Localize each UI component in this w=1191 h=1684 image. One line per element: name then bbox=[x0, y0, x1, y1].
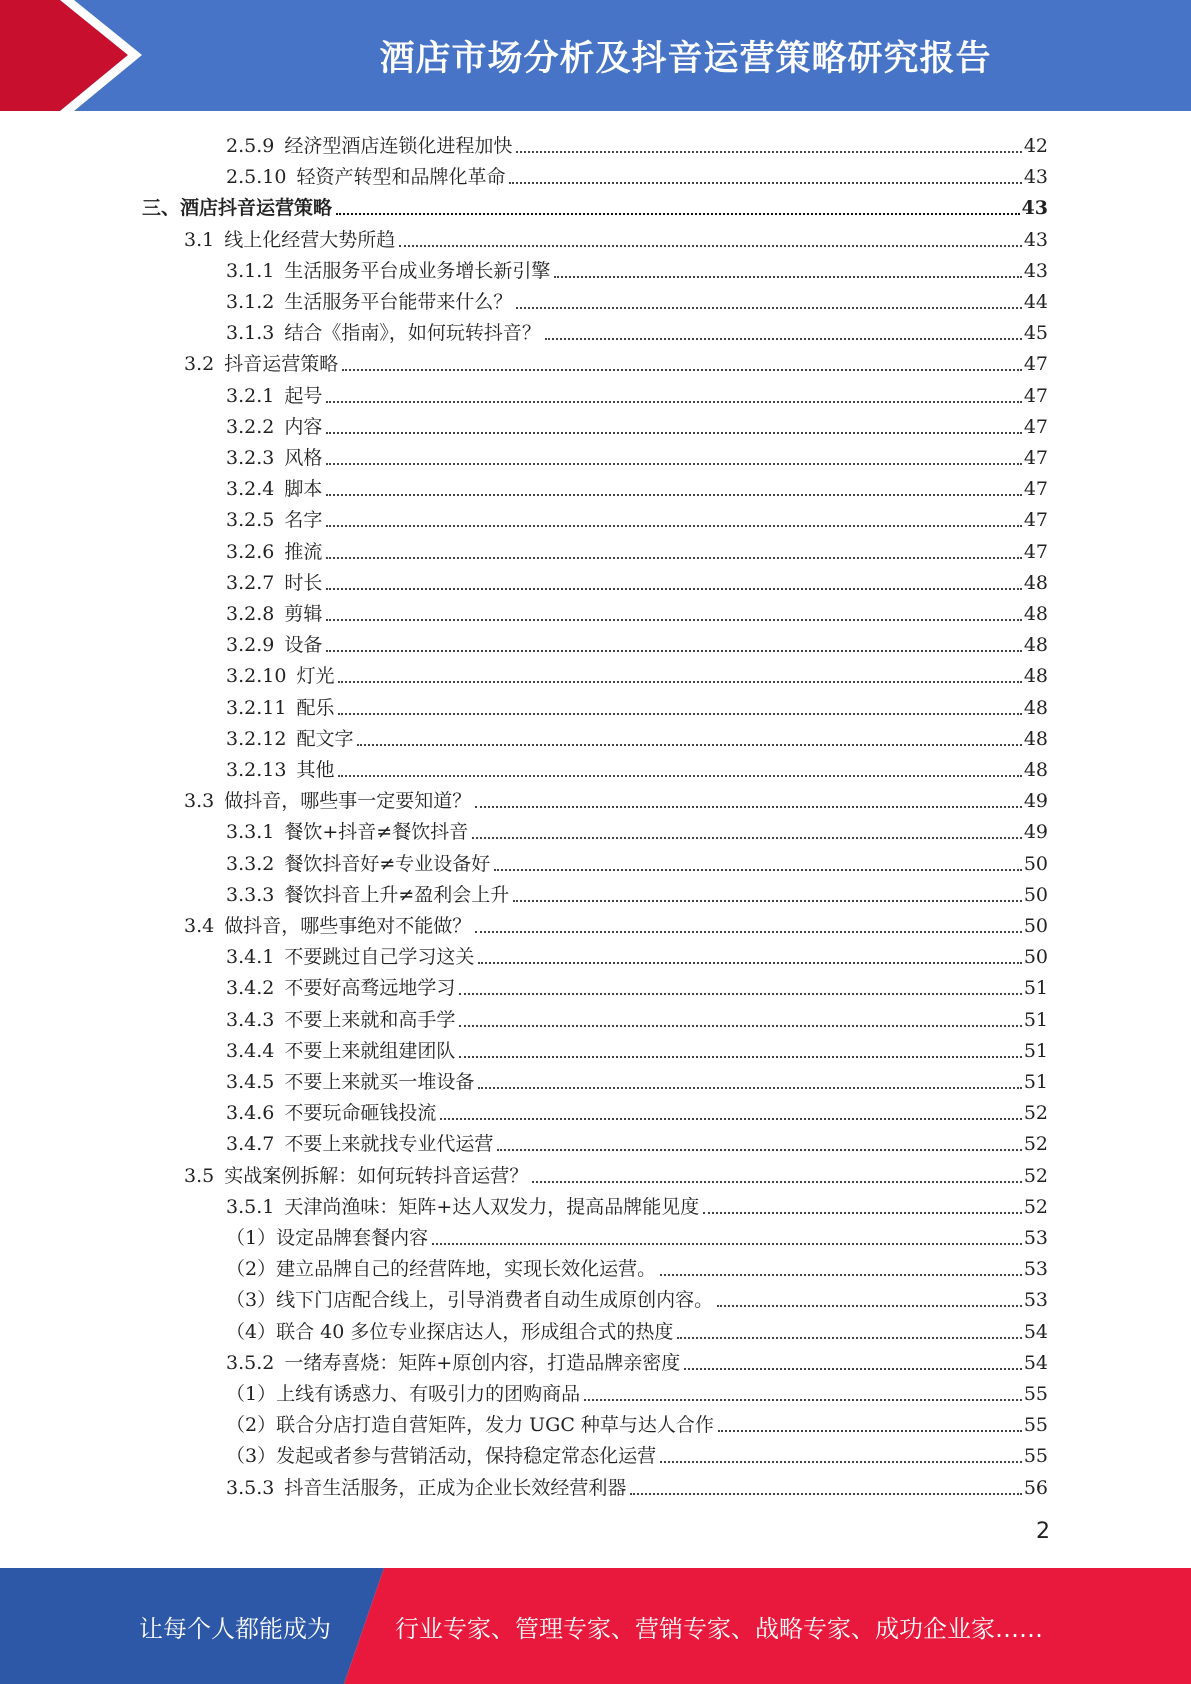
toc-entry[interactable] bbox=[226, 657, 1048, 687]
toc-dot-leader bbox=[660, 1461, 1022, 1463]
toc-dot-leader bbox=[554, 276, 1021, 278]
toc-dot-leader bbox=[684, 1368, 1022, 1370]
toc-entry-page: 52 bbox=[1023, 1133, 1048, 1156]
toc-entry-page: 47 bbox=[1023, 478, 1048, 501]
toc-entry-title: 配文字 bbox=[296, 727, 354, 750]
toc-entry-title: 结合《指南》，如何玩转抖音？ bbox=[284, 322, 541, 345]
toc-entry-title: 轻资产转型和品牌化革命 bbox=[296, 166, 506, 189]
toc-entry-number: 3.3 bbox=[184, 790, 215, 813]
footer-slogan-left: 让每个人都能成为 bbox=[139, 1614, 331, 1643]
toc-entry-number: （3） bbox=[226, 1289, 277, 1312]
toc-dot-leader bbox=[584, 1399, 1022, 1401]
toc-entry-title: 做抖音，哪些事绝对不能做？ bbox=[224, 915, 472, 937]
toc-entry[interactable] bbox=[226, 408, 1048, 438]
toc-entry[interactable] bbox=[184, 221, 1048, 251]
toc-entry-page: 51 bbox=[1023, 1039, 1048, 1062]
toc-entry-number: 3.2.6 bbox=[226, 540, 275, 563]
toc-dot-leader bbox=[459, 993, 1021, 995]
toc-dot-leader bbox=[440, 1118, 1021, 1120]
toc-dot-leader bbox=[718, 1430, 1022, 1432]
toc-entry-title: 内容 bbox=[284, 415, 323, 438]
toc-entry-title: 名字 bbox=[284, 509, 323, 532]
toc-entry-page: 51 bbox=[1023, 1008, 1048, 1031]
toc-entry-page: 43 bbox=[1023, 259, 1048, 282]
toc-dot-leader bbox=[478, 962, 1021, 964]
toc-entry-title: 上线有诱惑力、有吸引力的团购商品 bbox=[276, 1383, 581, 1405]
toc-dot-leader bbox=[326, 432, 1021, 434]
toc-entry[interactable] bbox=[226, 595, 1048, 625]
toc-dot-leader bbox=[326, 525, 1021, 527]
toc-entry-number: 3.2.4 bbox=[226, 478, 275, 501]
toc-entry-number: 3.3.3 bbox=[226, 883, 275, 906]
toc-entry-number: 3.1.2 bbox=[226, 291, 275, 313]
toc-entry[interactable] bbox=[226, 377, 1048, 407]
toc-dot-leader bbox=[717, 1305, 1022, 1307]
toc-entry[interactable] bbox=[226, 1125, 1048, 1155]
toc-entry-number: 2.5.10 bbox=[226, 166, 287, 189]
toc-entry-page: 49 bbox=[1023, 790, 1048, 813]
toc-entry[interactable] bbox=[226, 1032, 1048, 1062]
toc-entry[interactable] bbox=[226, 1281, 1048, 1311]
toc-entry-title: 餐饮抖音好≠专业设备好 bbox=[284, 852, 491, 875]
toc-entry-page: 56 bbox=[1023, 1476, 1048, 1499]
toc-entry-title: 抖音运营策略 bbox=[224, 353, 339, 376]
toc-dot-leader bbox=[532, 1181, 1022, 1183]
toc-entry-title: 灯光 bbox=[296, 665, 335, 688]
toc-dot-leader bbox=[342, 369, 1022, 371]
toc-entry-title: 一绪寿喜烧：矩阵+原创内容，打造品牌亲密度 bbox=[284, 1351, 681, 1374]
toc-dot-leader bbox=[494, 869, 1022, 871]
toc-entry-page: 47 bbox=[1023, 384, 1048, 407]
toc-entry[interactable] bbox=[226, 751, 1048, 781]
toc-entry[interactable] bbox=[226, 252, 1048, 282]
toc-entry-page: 52 bbox=[1023, 1102, 1048, 1125]
toc-entry[interactable] bbox=[226, 1469, 1048, 1499]
toc-entry-page: 53 bbox=[1023, 1289, 1048, 1312]
toc-entry-number: 3.5.3 bbox=[226, 1476, 275, 1499]
toc-entry-title: 起号 bbox=[284, 384, 323, 407]
toc-entry-page: 47 bbox=[1023, 415, 1048, 438]
toc-dot-leader bbox=[513, 900, 1022, 902]
toc-entry[interactable] bbox=[226, 1437, 1048, 1467]
toc-entry-page: 48 bbox=[1023, 696, 1048, 719]
toc-entry-page: 55 bbox=[1023, 1445, 1048, 1468]
toc-dot-leader bbox=[336, 213, 1020, 215]
toc-entry-title: 建立品牌自己的经营阵地，实现长效化运营。 bbox=[276, 1258, 657, 1281]
toc-entry-page: 49 bbox=[1023, 821, 1048, 844]
toc-entry[interactable] bbox=[226, 845, 1048, 875]
toc-entry[interactable] bbox=[226, 813, 1048, 843]
toc-entry[interactable] bbox=[226, 938, 1048, 968]
toc-entry-title: 脚本 bbox=[284, 478, 323, 501]
toc-dot-leader bbox=[326, 619, 1021, 621]
toc-entry-title: 做抖音，哪些事一定要知道？ bbox=[224, 790, 472, 813]
toc-entry-number: 3.5 bbox=[184, 1164, 215, 1187]
toc-entry-title: 设备 bbox=[284, 634, 323, 657]
toc-entry-number: 3.5.2 bbox=[226, 1351, 275, 1374]
toc-entry-number: 3.2.9 bbox=[226, 634, 275, 657]
toc-entry-number: 3.2.12 bbox=[226, 727, 287, 750]
toc-entry-number: 3.2.5 bbox=[226, 509, 275, 532]
toc-entry[interactable] bbox=[226, 1063, 1048, 1093]
toc-entry[interactable] bbox=[226, 127, 1048, 157]
toc-entry-title: 配乐 bbox=[296, 696, 335, 719]
toc-entry-page: 42 bbox=[1023, 135, 1048, 157]
toc-entry-number: 3.2.7 bbox=[226, 571, 275, 594]
toc-entry-number: 3.3.1 bbox=[226, 821, 275, 844]
toc-entry[interactable] bbox=[226, 533, 1048, 563]
toc-dot-leader bbox=[516, 307, 1021, 309]
toc-dot-leader bbox=[516, 151, 1021, 153]
toc-entry-title: 不要上来就找专业代运营 bbox=[284, 1133, 494, 1156]
toc-dot-leader bbox=[432, 1243, 1022, 1245]
toc-dot-leader bbox=[497, 1149, 1021, 1151]
toc-entry-page: 50 bbox=[1023, 852, 1048, 875]
toc-entry[interactable] bbox=[226, 1344, 1048, 1374]
document-title: 酒店市场分析及抖音运营策略研究报告 bbox=[379, 38, 992, 79]
toc-entry-title: 不要好高骛远地学习 bbox=[284, 977, 456, 1000]
toc-entry-page: 43 bbox=[1021, 197, 1048, 220]
toc-dot-leader bbox=[509, 182, 1021, 184]
toc-entry-title: 推流 bbox=[284, 540, 323, 563]
toc-entry-title: 剪辑 bbox=[284, 603, 323, 625]
toc-entry-number: 3.3.2 bbox=[226, 852, 275, 875]
toc-entry-page: 48 bbox=[1023, 634, 1048, 657]
toc-entry-page: 54 bbox=[1023, 1320, 1048, 1343]
toc-entry[interactable] bbox=[226, 564, 1048, 594]
toc-entry-page: 44 bbox=[1023, 291, 1048, 313]
toc-entry-title: 时长 bbox=[284, 571, 323, 594]
toc-entry[interactable] bbox=[226, 876, 1048, 906]
toc-dot-leader bbox=[475, 931, 1022, 933]
toc-dot-leader bbox=[338, 713, 1021, 715]
toc-entry[interactable] bbox=[226, 283, 1048, 313]
toc-dot-leader bbox=[630, 1493, 1021, 1495]
toc-entry-page: 48 bbox=[1023, 603, 1048, 625]
toc-entry-number: 3.1 bbox=[184, 228, 215, 251]
page-header bbox=[0, 0, 1191, 111]
toc-entry-number: （2） bbox=[226, 1414, 277, 1437]
toc-entry[interactable] bbox=[226, 969, 1048, 999]
toc-entry-page: 52 bbox=[1023, 1164, 1048, 1187]
toc-dot-leader bbox=[459, 1025, 1021, 1027]
toc-entry[interactable] bbox=[226, 314, 1048, 344]
toc-entry-title: 线下门店配合线上，引导消费者自动生成原创内容。 bbox=[276, 1289, 714, 1312]
toc-dot-leader bbox=[326, 494, 1021, 496]
toc-entry-page: 48 bbox=[1023, 759, 1048, 781]
toc-entry-page: 54 bbox=[1023, 1351, 1048, 1374]
toc-entry-page: 47 bbox=[1023, 540, 1048, 563]
toc-entry-number: 3.2.13 bbox=[226, 759, 287, 781]
toc-entry-title: 风格 bbox=[284, 447, 323, 469]
toc-entry-page: 50 bbox=[1023, 946, 1048, 969]
toc-entry-title: 联合分店打造自营矩阵，发力 UGC 种草与达人合作 bbox=[276, 1414, 714, 1437]
toc-entry-page: 43 bbox=[1023, 228, 1048, 251]
toc-entry-number: 3.4.7 bbox=[226, 1133, 275, 1156]
toc-dot-leader bbox=[326, 401, 1021, 403]
toc-entry-title: 生活服务平台成业务增长新引擎 bbox=[284, 259, 551, 282]
toc-entry-number: （1） bbox=[226, 1383, 277, 1405]
toc-entry-title: 经济型酒店连锁化进程加快 bbox=[284, 135, 513, 157]
toc-entry-page: 53 bbox=[1023, 1258, 1048, 1281]
toc-entry-title: 实战案例拆解：如何玩转抖音运营？ bbox=[224, 1164, 529, 1187]
toc-entry-title: 不要玩命砸钱投流 bbox=[284, 1102, 437, 1125]
toc-dot-leader bbox=[545, 338, 1022, 340]
toc-entry-number: 3.2.11 bbox=[226, 696, 287, 719]
toc-entry[interactable] bbox=[226, 158, 1048, 188]
toc-entry-page: 48 bbox=[1023, 571, 1048, 594]
toc-entry-page: 43 bbox=[1023, 166, 1048, 189]
toc-entry-title: 线上化经营大势所趋 bbox=[224, 228, 396, 251]
toc-entry-page: 47 bbox=[1023, 353, 1048, 376]
toc-dot-leader bbox=[326, 588, 1021, 590]
toc-entry-title: 不要上来就和高手学 bbox=[284, 1008, 456, 1031]
toc-entry[interactable] bbox=[226, 1313, 1048, 1343]
toc-entry-number: 3.2.2 bbox=[226, 415, 275, 438]
toc-entry[interactable] bbox=[226, 439, 1048, 469]
toc-entry-title: 酒店抖音运营策略 bbox=[180, 197, 333, 220]
toc-entry-number: 3.4.6 bbox=[226, 1102, 275, 1125]
toc-dot-leader bbox=[703, 1212, 1022, 1214]
toc-entry[interactable] bbox=[226, 1250, 1048, 1280]
toc-dot-leader bbox=[472, 837, 1022, 839]
toc-entry-number: 3.4.2 bbox=[226, 977, 275, 1000]
toc-entry[interactable] bbox=[184, 782, 1048, 812]
toc-entry-title: 餐饮+抖音≠餐饮抖音 bbox=[284, 821, 469, 844]
toc-dot-leader bbox=[459, 1056, 1021, 1058]
toc-entry-page: 51 bbox=[1023, 1071, 1048, 1093]
toc-dot-leader bbox=[357, 744, 1021, 746]
toc-entry-title: 设定品牌套餐内容 bbox=[276, 1227, 429, 1249]
toc-entry-page: 48 bbox=[1023, 727, 1048, 750]
toc-entry-page: 50 bbox=[1023, 883, 1048, 906]
toc-entry[interactable] bbox=[226, 501, 1048, 531]
toc-entry-number: 3.1.1 bbox=[226, 259, 275, 282]
toc-entry-number: 3.2.3 bbox=[226, 447, 275, 469]
toc-dot-leader bbox=[475, 806, 1022, 808]
toc-entry-title: 其他 bbox=[296, 759, 335, 781]
toc-entry[interactable] bbox=[226, 1375, 1048, 1405]
footer-slogan-right: 行业专家、管理专家、营销专家、战略专家、成功企业家…… bbox=[395, 1614, 1043, 1643]
page-number: 2 bbox=[1036, 1519, 1050, 1544]
toc-entry[interactable] bbox=[226, 1406, 1048, 1436]
toc-dot-leader bbox=[677, 1337, 1021, 1339]
toc-entry-page: 53 bbox=[1023, 1227, 1048, 1249]
toc-entry-title: 不要跳过自己学习这关 bbox=[284, 946, 475, 969]
toc-entry[interactable] bbox=[226, 626, 1048, 656]
toc-dot-leader bbox=[478, 1087, 1021, 1089]
toc-dot-leader bbox=[338, 681, 1021, 683]
toc-dot-leader bbox=[326, 650, 1021, 652]
toc-dot-leader bbox=[660, 1274, 1022, 1276]
toc-entry[interactable] bbox=[184, 345, 1048, 375]
toc-entry[interactable] bbox=[226, 1219, 1048, 1249]
toc-entry-page: 52 bbox=[1023, 1195, 1048, 1218]
toc-entry-number: （1） bbox=[226, 1227, 277, 1249]
toc-entry-number: （2） bbox=[226, 1258, 277, 1281]
toc-entry-page: 47 bbox=[1023, 447, 1048, 469]
toc-entry-number: 3.2 bbox=[184, 353, 215, 376]
toc-entry-number: 三、 bbox=[142, 197, 181, 220]
toc-entry-title: 发起或者参与营销活动，保持稳定常态化运营 bbox=[276, 1445, 657, 1468]
toc-entry-page: 55 bbox=[1023, 1414, 1048, 1437]
toc-entry[interactable] bbox=[142, 189, 1048, 219]
toc-entry-title: 不要上来就买一堆设备 bbox=[284, 1071, 475, 1093]
toc-entry-title: 不要上来就组建团队 bbox=[284, 1039, 456, 1062]
toc-entry-number: 3.4.1 bbox=[226, 946, 275, 969]
toc-entry[interactable] bbox=[226, 1001, 1048, 1031]
toc-entry[interactable] bbox=[226, 1188, 1048, 1218]
toc-dot-leader bbox=[326, 557, 1021, 559]
toc-dot-leader bbox=[326, 463, 1021, 465]
toc-entry-page: 45 bbox=[1023, 322, 1048, 345]
toc-entry-number: 3.2.1 bbox=[226, 384, 275, 407]
toc-entry-title: 联合 40 多位专业探店达人，形成组合式的热度 bbox=[276, 1320, 674, 1343]
toc-entry-title: 生活服务平台能带来什么？ bbox=[284, 291, 513, 313]
toc-entry-number: （3） bbox=[226, 1445, 277, 1468]
toc-entry-number: 2.5.9 bbox=[226, 135, 275, 157]
toc-entry-page: 51 bbox=[1023, 977, 1048, 1000]
toc-entry-title: 餐饮抖音上升≠盈利会上升 bbox=[284, 883, 510, 906]
toc-entry-page: 47 bbox=[1023, 509, 1048, 532]
toc-entry-page: 55 bbox=[1023, 1383, 1048, 1405]
toc-entry-number: 3.4.4 bbox=[226, 1039, 275, 1062]
toc-entry[interactable] bbox=[226, 720, 1048, 750]
toc-entry[interactable] bbox=[226, 689, 1048, 719]
header-red-chevron bbox=[0, 0, 160, 111]
toc-entry-page: 50 bbox=[1023, 915, 1048, 937]
toc-entry[interactable] bbox=[184, 907, 1048, 937]
toc-entry-number: 3.5.1 bbox=[226, 1195, 275, 1218]
toc-entry-title: 天津尚渔味：矩阵+达人双发力，提高品牌能见度 bbox=[284, 1195, 700, 1218]
toc-entry-number: 3.1.3 bbox=[226, 322, 275, 345]
toc-entry-title: 抖音生活服务，正成为企业长效经营利器 bbox=[284, 1476, 627, 1499]
toc-entry-number: 3.4.3 bbox=[226, 1008, 275, 1031]
toc-entry[interactable] bbox=[226, 1094, 1048, 1124]
toc-entry[interactable] bbox=[226, 470, 1048, 500]
page-footer bbox=[0, 1568, 1191, 1684]
toc-entry-number: 3.4 bbox=[184, 915, 215, 937]
toc-entry-number: （4） bbox=[226, 1320, 277, 1343]
toc-dot-leader bbox=[399, 245, 1022, 247]
toc-entry-number: 3.4.5 bbox=[226, 1071, 275, 1093]
toc-entry-number: 3.2.8 bbox=[226, 603, 275, 625]
toc-entry-number: 3.2.10 bbox=[226, 665, 287, 688]
toc-dot-leader bbox=[338, 775, 1021, 777]
toc-entry[interactable] bbox=[184, 1157, 1048, 1187]
toc-entry-page: 48 bbox=[1023, 665, 1048, 688]
